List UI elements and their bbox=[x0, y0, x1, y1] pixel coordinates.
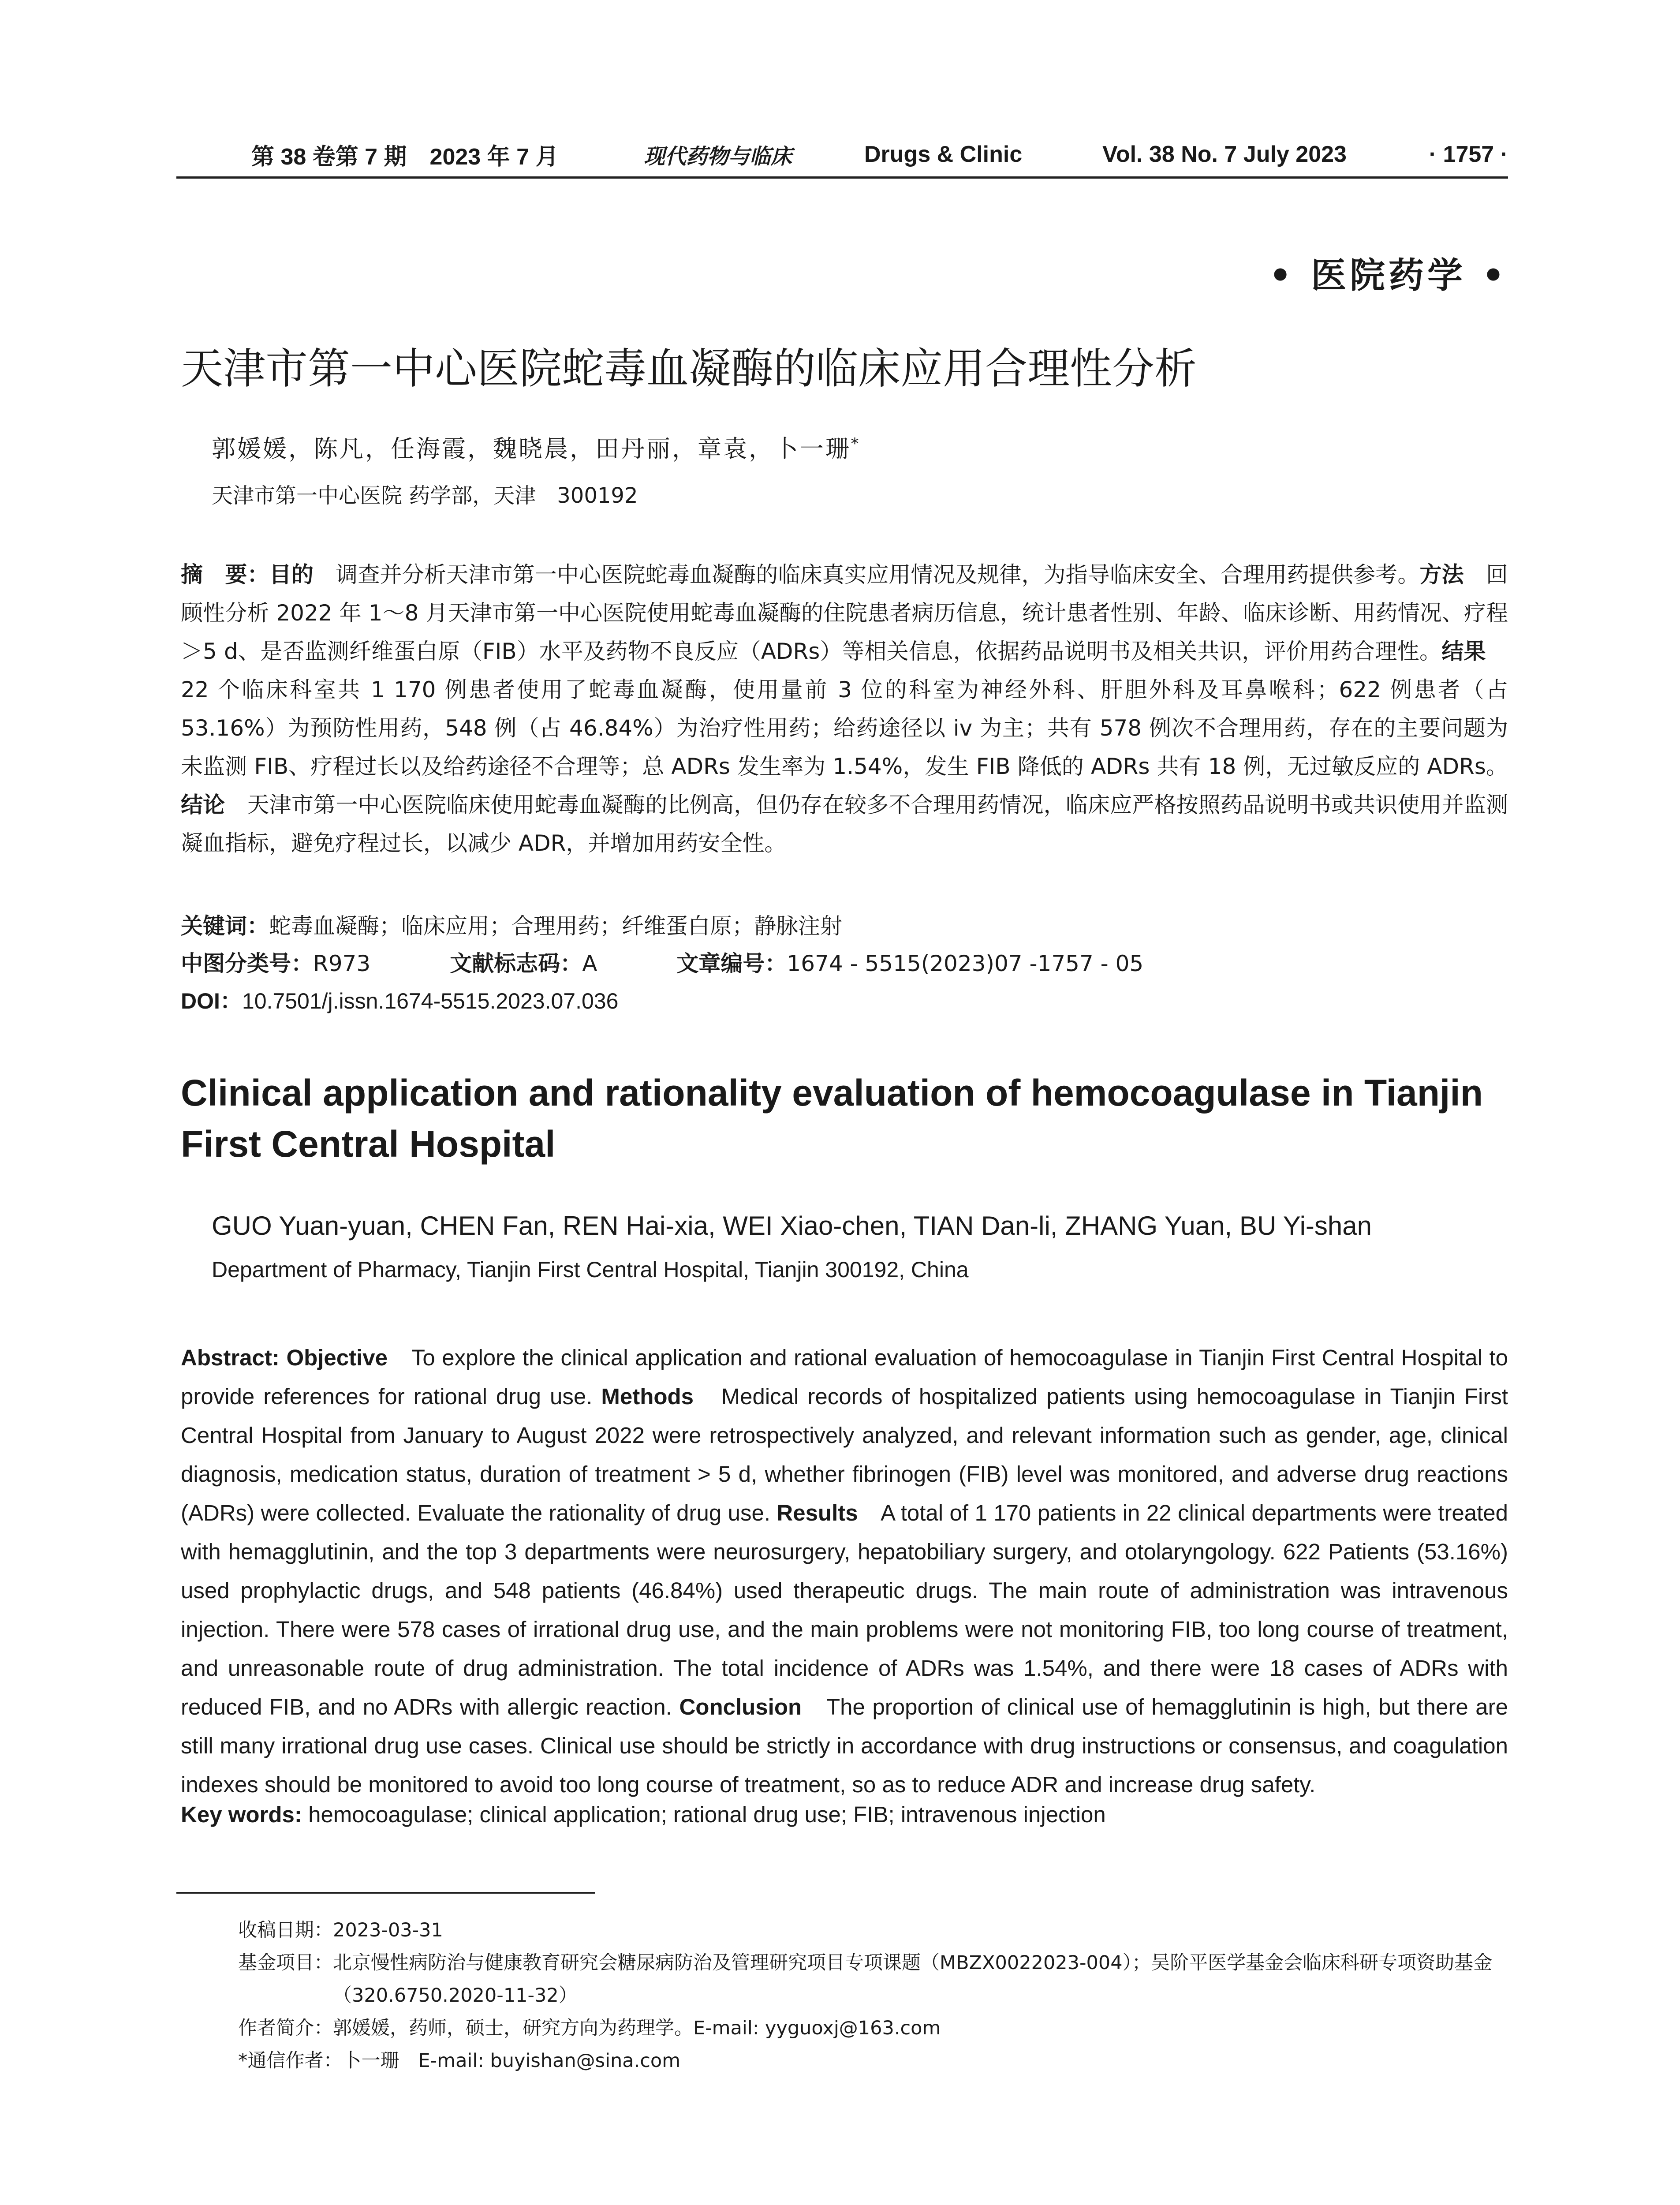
title-en: Clinical application and rationality evaluation of hemocoagulase in Tianjin First Central Hospital bbox=[181, 1072, 1483, 1165]
doi-label: DOI： bbox=[181, 989, 242, 1013]
footnote-text: 2023-03-31 bbox=[333, 1919, 443, 1941]
methods-en: Medical records of hospitalized patients using hemocoagulase in Tianjin First Central Hospital from January to August 2022 were retrospectively analyzed, and relevant information such as gender, age, clinical diagnosis, medication status, duration of treatment > 5 d, whether fibrinogen (FIB) level was monitored, and adverse drug reactions (ADRs) were collected. Evaluate the rationality of drug use. bbox=[181, 1384, 1508, 1525]
footnote-corresponding bbox=[238, 2044, 1508, 2077]
results-cn: 22 个临床科室共 1 170 例患者使用了蛇毒血凝酶，使用量前 3 位的科室为神经外科、肝胆外科及耳鼻喉科；622 例患者（占 53.16%）为预防性用药，548 例（占 46.84%）为治疗性用药；给药途径以 iv 为主；共有 578 例次不合理用药，存在的主要问题为未监测 FIB、疗程过长以及给药途径不合理等；总 ADRs 发生率为 1.54%，发生 FIB 降低的 ADRs 共有 18 例，无过敏反应的 ADRs。 bbox=[181, 639, 1508, 779]
clc-number bbox=[181, 946, 370, 978]
keywords-en bbox=[181, 1801, 1106, 1828]
abstract-en bbox=[181, 1338, 1508, 1804]
footnote-rule bbox=[176, 1892, 595, 1894]
header-page-number: · 1757 · bbox=[1429, 142, 1508, 167]
footnote-label: 作者简介： bbox=[238, 2017, 333, 2039]
footnote-text: 郭媛媛，药师，硕士，研究方向为药理学。E-mail: yyguoxj@163.com bbox=[333, 2017, 941, 2039]
section-tag: • 医院药学 • bbox=[1269, 254, 1508, 296]
authors-cn-names: 郭媛媛，陈凡，任海霞，魏晓晨，田丹丽，章袁，卜一珊 bbox=[212, 435, 851, 463]
clc-value: R973 bbox=[313, 951, 371, 976]
conclusion-label-cn: 结论 bbox=[181, 792, 225, 818]
keywords-cn bbox=[181, 908, 842, 940]
corresponding-mark: * bbox=[851, 435, 860, 452]
methods-cn: 回顾性分析 2022 年 1～8 月天津市第一中心医院使用蛇毒血凝酶的住院患者病历信息，统计患者性别、年龄、临床诊断、用药情况、疗程＞5 d、是否监测纤维蛋白原（FIB）水平及药物不良反应（ADRs）等相关信息，依据药品说明书及相关共识，评价用药合理性。 bbox=[181, 562, 1508, 664]
conclusion-en: The proportion of clinical use of hemagglutinin is high, but there are still many irrational drug use cases. Clinical use should be strictly in accordance with drug instructions or consensus, and coagulation indexes should be monitored to avoid too long course of treatment, so as to reduce ADR and increase drug safety. bbox=[181, 1694, 1508, 1797]
results-en: A total of 1 170 patients in 22 clinical departments were treated with hemagglutinin, and the top 3 departments were neurosurgery, hepatobiliary surgery, and otolaryngology. 622 Patients (53.16%) used prophylactic drugs, and 548 patients (46.84%) used therapeutic drugs. The main route of administration was intravenous injection. There were 578 cases of irrational drug use, and the main problems were not monitoring FIB, too long course of treatment, and unreasonable route of drug administration. The total incidence of ADRs was 1.54%, and there were 18 cases of ADRs with reduced FIB, and no ADRs with allergic reaction. bbox=[181, 1500, 1508, 1719]
article-label: 文章编号： bbox=[676, 951, 787, 976]
methods-label-cn: 方法 bbox=[1419, 562, 1464, 587]
doi-link[interactable]: 10.7501/j.issn.1674-5515.2023.07.036 bbox=[242, 989, 619, 1013]
objective-cn: 调查并分析天津市第一中心医院蛇毒血凝酶的临床真实应用情况及规律，为指导临床安全、合理用药提供参考。 bbox=[314, 562, 1420, 587]
authors-en: GUO Yuan-yuan, CHEN Fan, REN Hai-xia, WEI Xiao-chen, TIAN Dan-li, ZHANG Yuan, BU Yi-shan bbox=[212, 1211, 1372, 1241]
keywords-cn-text: 蛇毒血凝酶；临床应用；合理用药；纤维蛋白原；静脉注射 bbox=[269, 913, 842, 939]
objective-label-cn: 目的 bbox=[269, 562, 314, 587]
abstract-en-label: Abstract: bbox=[181, 1345, 280, 1370]
affiliation-en: Department of Pharmacy, Tianjin First Central Hospital, Tianjin 300192, China bbox=[212, 1257, 969, 1282]
classification-info bbox=[181, 946, 1223, 978]
article-number bbox=[676, 946, 1143, 978]
header-journal-en: Drugs & Clinic bbox=[864, 142, 1023, 167]
header-volume-en: Vol. 38 No. 7 July 2023 bbox=[1102, 142, 1347, 167]
conclusion-label-en: Conclusion bbox=[679, 1694, 802, 1719]
footnotes bbox=[238, 1914, 1508, 2077]
footnote-funding bbox=[238, 1947, 1508, 2012]
affiliation-cn: 天津市第一中心医院 药学部，天津 300192 bbox=[212, 483, 638, 508]
document-code bbox=[450, 946, 597, 978]
objective-en: To explore the clinical application and rational evaluation of hemocoagulase in Tianjin First Central Hospital to provide references for rational drug use. bbox=[181, 1345, 1508, 1409]
authors-cn bbox=[212, 430, 860, 464]
footnote-author-bio bbox=[238, 2012, 1508, 2044]
keywords-cn-label: 关键词： bbox=[181, 913, 269, 939]
results-label-en: Results bbox=[777, 1500, 858, 1525]
clc-label: 中图分类号： bbox=[181, 951, 313, 976]
methods-label-en: Methods bbox=[601, 1384, 694, 1409]
footnote-received bbox=[238, 1914, 1508, 1947]
footnote-text: 北京慢性病防治与健康教育研究会糖尿病防治及管理研究项目专项课题（MBZX0022023-004）；吴阶平医学基金会临床科研专项资助基金（320.6750.2020-11-32） bbox=[333, 1952, 1493, 2007]
running-header bbox=[176, 132, 1508, 176]
abstract-cn-label: 摘 要： bbox=[181, 562, 269, 587]
title-cn: 天津市第一中心医院蛇毒血凝酶的临床应用合理性分析 bbox=[181, 344, 1197, 393]
conclusion-cn: 天津市第一中心医院临床使用蛇毒血凝酶的比例高，但仍存在较多不合理用药情况，临床应严格按照药品说明书或共识使用并监测凝血指标，避免疗程过长，以减少 ADR，并增加用药安全性。 bbox=[181, 792, 1508, 856]
footnote-label: 基金项目： bbox=[238, 1952, 333, 1974]
footnote-label: *通信作者： bbox=[238, 2050, 343, 2072]
doi bbox=[181, 983, 618, 1015]
footnote-text: 卜一珊 E-mail: buyishan@sina.com bbox=[342, 2050, 681, 2072]
header-rule bbox=[176, 176, 1508, 179]
abstract-cn bbox=[181, 556, 1508, 863]
keywords-en-text: hemocoagulase; clinical application; rational drug use; FIB; intravenous injection bbox=[302, 1802, 1106, 1827]
doc-value: A bbox=[582, 951, 597, 976]
footnote-label: 收稿日期： bbox=[238, 1919, 333, 1941]
keywords-en-label: Key words: bbox=[181, 1802, 302, 1827]
results-label-cn: 结果 bbox=[1441, 639, 1486, 664]
objective-label-en: Objective bbox=[286, 1345, 388, 1370]
header-issue-cn: 第 38 卷第 7 期 2023 年 7 月 bbox=[251, 144, 559, 170]
header-journal-cn: 现代药物与临床 bbox=[644, 144, 792, 169]
article-value: 1674 - 5515(2023)07 -1757 - 05 bbox=[787, 951, 1144, 976]
doc-label: 文献标志码： bbox=[450, 951, 582, 976]
